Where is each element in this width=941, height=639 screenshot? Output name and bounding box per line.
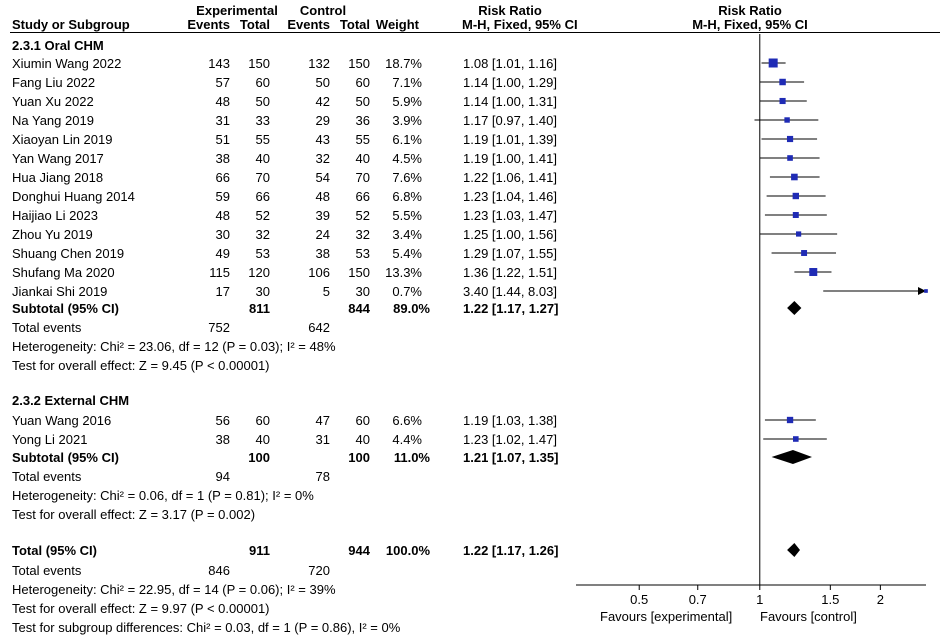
risk-ratio-header-right: Risk Ratio: [718, 3, 782, 18]
effect-square: [924, 289, 928, 293]
total1-value: 150: [248, 56, 270, 71]
total1-value: 60: [255, 75, 270, 90]
subtotal-weight: 11.0%: [393, 450, 430, 465]
effect-square: [787, 155, 793, 161]
study-name: Na Yang 2019: [12, 113, 94, 128]
total1-value: 60: [255, 413, 270, 428]
x-tick-label: 0.5: [630, 592, 649, 607]
x-tick-label: 0.7: [688, 592, 707, 607]
study-name: Zhou Yu 2019: [12, 227, 93, 242]
total-events-e2: 78: [315, 469, 330, 484]
total2-value: 60: [355, 413, 370, 428]
overall-effect-text: Test for overall effect: Z = 3.17 (P = 0.002): [12, 507, 256, 522]
total2-value: 150: [348, 56, 370, 71]
weight-value: 0.7%: [392, 284, 422, 299]
risk-ratio-ci-value: 1.23 [1.03, 1.47]: [463, 208, 557, 223]
weight-value: 7.6%: [392, 170, 422, 185]
total2-value: 150: [348, 265, 370, 280]
study-name: Haijiao Li 2023: [12, 208, 99, 223]
events2-value: 39: [315, 208, 330, 223]
total2-value: 53: [355, 246, 370, 261]
risk-ratio-header-left: Risk Ratio: [478, 3, 542, 18]
total1-value: 55: [255, 132, 270, 147]
effect-square: [780, 98, 786, 104]
favours-experimental-label: Favours [experimental]: [600, 609, 733, 624]
study-name: Xiaoyan Lin 2019: [12, 132, 113, 147]
subtotal-ci: 1.21 [1.07, 1.35]: [463, 450, 559, 465]
study-name: Yuan Xu 2022: [12, 94, 94, 109]
events2-value: 38: [315, 246, 330, 261]
events1-value: 38: [215, 432, 230, 447]
total1-value: 70: [255, 170, 270, 185]
events1-value: 48: [215, 208, 230, 223]
total-events-e1: 846: [208, 563, 230, 578]
events1-value: 51: [215, 132, 230, 147]
events1-value: 49: [215, 246, 230, 261]
events2-value: 31: [315, 432, 330, 447]
total-events-label: Total events: [12, 320, 82, 335]
pooled-diamond: [787, 301, 801, 315]
total-events-label: Total events: [12, 563, 82, 578]
total2-value: 70: [355, 170, 370, 185]
pooled-diamond: [772, 450, 812, 464]
total-events-e2: 720: [308, 563, 330, 578]
control-header: Control: [299, 3, 347, 18]
total1-value: 30: [255, 284, 270, 299]
study-name: Fang Liu 2022: [12, 75, 96, 90]
experimental-header: Experimental: [196, 3, 278, 18]
total1-value: 66: [255, 189, 270, 204]
subgroup-title: 2.3.2 External CHM: [12, 393, 130, 408]
events1-header: Events: [187, 17, 230, 32]
x-tick-label: 1: [756, 592, 764, 607]
events2-value: 32: [315, 151, 330, 166]
events2-value: 47: [315, 413, 330, 428]
events1-value: 30: [215, 227, 230, 242]
risk-ratio-ci-value: 1.23 [1.04, 1.46]: [463, 189, 557, 204]
risk-ratio-ci-value: 1.08 [1.01, 1.16]: [463, 56, 557, 71]
subgroup-differences-text: Test for subgroup differences: Chi² = 0.03, df = 1 (P = 0.86), I² = 0%: [12, 620, 401, 635]
effect-square: [801, 250, 807, 256]
events2-value: 24: [315, 227, 330, 242]
total-total1: 911: [249, 543, 270, 558]
total2-value: 40: [355, 432, 370, 447]
weight-value: 6.1%: [392, 132, 422, 147]
weight-value: 5.5%: [392, 208, 422, 223]
effect-square: [793, 436, 799, 442]
total2-value: 66: [355, 189, 370, 204]
risk-ratio-ci-value: 1.14 [1.00, 1.29]: [463, 75, 557, 90]
subtotal-total1: 811: [249, 301, 270, 316]
weight-value: 4.4%: [392, 432, 422, 447]
weight-value: 5.9%: [392, 94, 422, 109]
total1-value: 50: [255, 94, 270, 109]
weight-value: 18.7%: [385, 56, 422, 71]
risk-ratio-ci-value: 1.22 [1.06, 1.41]: [463, 170, 557, 185]
total2-value: 55: [355, 132, 370, 147]
effect-square: [787, 136, 793, 142]
effect-square: [791, 174, 798, 181]
study-name: Yan Wang 2017: [12, 151, 104, 166]
risk-ratio-ci-value: 3.40 [1.44, 8.03]: [463, 284, 557, 299]
overall-effect-text: Test for overall effect: Z = 9.97 (P < 0.00001): [12, 601, 270, 616]
events1-value: 17: [215, 284, 230, 299]
effect-square: [793, 193, 799, 199]
events1-value: 66: [215, 170, 230, 185]
subtotal-label: Subtotal (95% CI): [12, 301, 119, 316]
events2-value: 132: [308, 56, 330, 71]
favours-control-label: Favours [control]: [760, 609, 857, 624]
total-weight: 100.0%: [385, 543, 430, 558]
events2-value: 5: [322, 284, 330, 299]
total-label: Total (95% CI): [12, 543, 97, 558]
total2-value: 52: [355, 208, 370, 223]
total1-value: 52: [255, 208, 270, 223]
heterogeneity-text: Heterogeneity: Chi² = 22.95, df = 14 (P = 0.06); I² = 39%: [12, 582, 336, 597]
events2-value: 106: [308, 265, 330, 280]
study-name: Shufang Ma 2020: [12, 265, 115, 280]
effect-square: [793, 212, 799, 218]
events2-value: 50: [315, 75, 330, 90]
total1-value: 40: [255, 432, 270, 447]
total1-value: 32: [255, 227, 270, 242]
method-header-right: M-H, Fixed, 95% CI: [692, 17, 808, 32]
total-events-e2: 642: [308, 320, 330, 335]
effect-square: [779, 79, 785, 85]
weight-value: 6.6%: [392, 413, 422, 428]
x-tick-label: 1.5: [821, 592, 840, 607]
total2-value: 50: [355, 94, 370, 109]
events1-value: 31: [215, 113, 230, 128]
subtotal-ci: 1.22 [1.17, 1.27]: [463, 301, 559, 316]
total1-value: 53: [255, 246, 270, 261]
risk-ratio-ci-value: 1.14 [1.00, 1.31]: [463, 94, 557, 109]
subtotal-total2: 100: [348, 450, 370, 465]
pooled-diamond: [787, 543, 800, 557]
total2-header: Total: [339, 17, 370, 32]
total-total2: 944: [348, 543, 370, 558]
total2-value: 60: [355, 75, 370, 90]
events1-value: 48: [215, 94, 230, 109]
weight-value: 3.4%: [392, 227, 422, 242]
events1-value: 57: [215, 75, 230, 90]
effect-square: [809, 268, 817, 276]
total1-value: 120: [248, 265, 270, 280]
total-ci: 1.22 [1.17, 1.26]: [463, 543, 559, 558]
weight-value: 6.8%: [392, 189, 422, 204]
risk-ratio-ci-value: 1.36 [1.22, 1.51]: [463, 265, 557, 280]
subtotal-weight: 89.0%: [393, 301, 430, 316]
total-events-e1: 94: [215, 469, 230, 484]
risk-ratio-ci-value: 1.25 [1.00, 1.56]: [463, 227, 557, 242]
study-name: Hua Jiang 2018: [12, 170, 104, 185]
effect-square: [787, 417, 793, 423]
subtotal-total1: 100: [248, 450, 270, 465]
total2-value: 40: [355, 151, 370, 166]
weight-value: 4.5%: [392, 151, 422, 166]
events2-value: 54: [315, 170, 330, 185]
heterogeneity-text: Heterogeneity: Chi² = 0.06, df = 1 (P = 0.81); I² = 0%: [12, 488, 314, 503]
effect-square: [769, 59, 778, 68]
events1-value: 38: [215, 151, 230, 166]
study-name: Yuan Wang 2016: [12, 413, 112, 428]
events1-value: 56: [215, 413, 230, 428]
weight-value: 13.3%: [385, 265, 422, 280]
risk-ratio-ci-value: 1.19 [1.00, 1.41]: [463, 151, 557, 166]
risk-ratio-ci-value: 1.17 [0.97, 1.40]: [463, 113, 557, 128]
total-events-label: Total events: [12, 469, 82, 484]
events2-value: 42: [315, 94, 330, 109]
events1-value: 143: [208, 56, 230, 71]
events2-value: 29: [315, 113, 330, 128]
subgroup-title: 2.3.1 Oral CHM: [12, 38, 104, 53]
study-or-subgroup-header: Study or Subgroup: [12, 17, 130, 32]
effect-square: [796, 231, 801, 236]
effect-square: [784, 117, 789, 122]
study-name: Xiumin Wang 2022: [12, 56, 122, 71]
weight-value: 5.4%: [392, 246, 422, 261]
risk-ratio-ci-value: 1.19 [1.03, 1.38]: [463, 413, 557, 428]
total1-value: 33: [255, 113, 270, 128]
subtotal-total2: 844: [348, 301, 370, 316]
overall-effect-text: Test for overall effect: Z = 9.45 (P < 0.00001): [12, 358, 270, 373]
total2-value: 32: [355, 227, 370, 242]
risk-ratio-ci-value: 1.19 [1.01, 1.39]: [463, 132, 557, 147]
total-events-e1: 752: [208, 320, 230, 335]
heterogeneity-text: Heterogeneity: Chi² = 23.06, df = 12 (P = 0.03); I² = 48%: [12, 339, 336, 354]
method-header-left: M-H, Fixed, 95% CI: [462, 17, 578, 32]
total2-value: 36: [355, 113, 370, 128]
total1-header: Total: [239, 17, 270, 32]
events2-header: Events: [287, 17, 330, 32]
study-name: Shuang Chen 2019: [12, 246, 125, 261]
events1-value: 59: [215, 189, 230, 204]
study-name: Yong Li 2021: [12, 432, 88, 447]
weight-value: 3.9%: [392, 113, 422, 128]
weight-header: Weight: [375, 17, 419, 32]
weight-value: 7.1%: [392, 75, 422, 90]
total2-value: 30: [355, 284, 370, 299]
study-name: Jiankai Shi 2019: [12, 284, 108, 299]
risk-ratio-ci-value: 1.29 [1.07, 1.55]: [463, 246, 557, 261]
total1-value: 40: [255, 151, 270, 166]
subtotal-label: Subtotal (95% CI): [12, 450, 119, 465]
x-tick-label: 2: [876, 592, 884, 607]
study-name: Donghui Huang 2014: [12, 189, 135, 204]
events2-value: 43: [315, 132, 330, 147]
events2-value: 48: [315, 189, 330, 204]
risk-ratio-ci-value: 1.23 [1.02, 1.47]: [463, 432, 557, 447]
events1-value: 115: [209, 265, 230, 280]
